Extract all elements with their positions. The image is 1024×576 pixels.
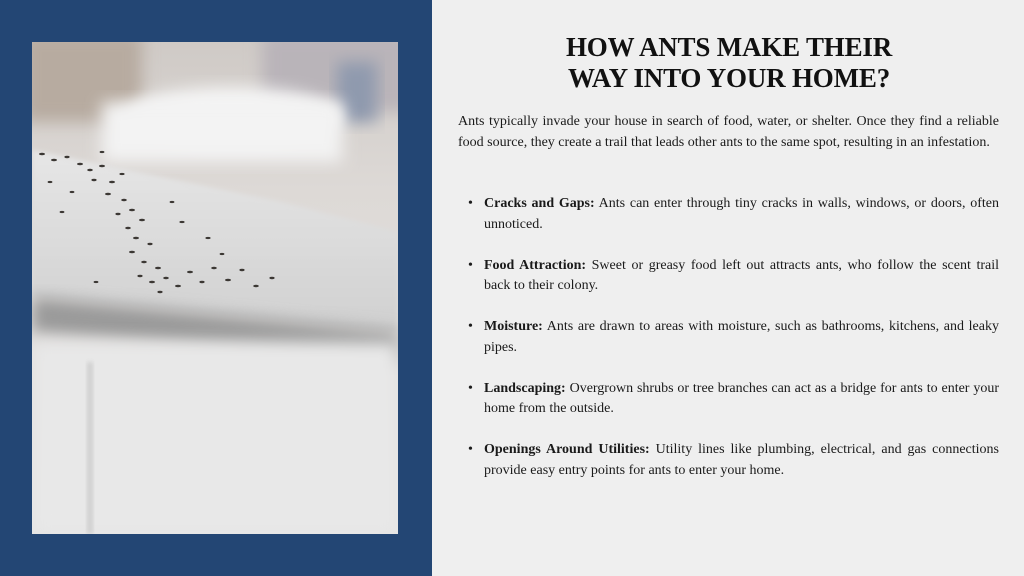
bullet-label: Moisture: [484,319,543,334]
bullet-moisture [458,317,999,358]
page-title [458,32,1000,94]
bullet-label: Cracks and Gaps: [484,196,595,211]
bullet-text: Sweet or greasy food left out attracts ants, who follow the scent trail back to their colony. [484,257,1000,293]
bullet-landscaping [458,379,999,420]
right-panel [432,0,1024,576]
bullet-text: Ants can enter through tiny cracks in walls, windows, or doors, often unnoticed. [484,196,999,232]
bullet-openings-around-utilities [458,440,999,481]
title-line-1: HOW ANTS MAKE THEIR [565,32,893,62]
bullet-label: Openings Around Utilities: [484,442,650,457]
bullet-text: Ants are drawn to areas with moisture, such as bathrooms, kitchens, and leaky pipes. [484,319,999,355]
title-line-2: WAY INTO YOUR HOME? [568,63,890,93]
bullet-list [458,194,999,502]
intro-paragraph: Ants typically invade your house in search of food, water, or shelter. Once they find a reliable food source, they create a trail that leads other ants to the same spot, resulting in an infestation. [458,114,999,150]
bullet-cracks-and-gaps [458,194,999,235]
bullet-text: Overgrown shrubs or tree branches can act as a bridge for ants to enter your home from the outside. [484,380,999,416]
left-panel [0,0,432,576]
ants-on-counter-photo [32,42,398,534]
bullet-text: Utility lines like plumbing, electrical, and gas connections provide easy entry points for ants to enter your home. [484,442,999,478]
bullet-food-attraction [458,256,999,297]
bullet-label: Landscaping: [484,380,566,396]
bullet-label: Food Attraction: [484,257,587,273]
